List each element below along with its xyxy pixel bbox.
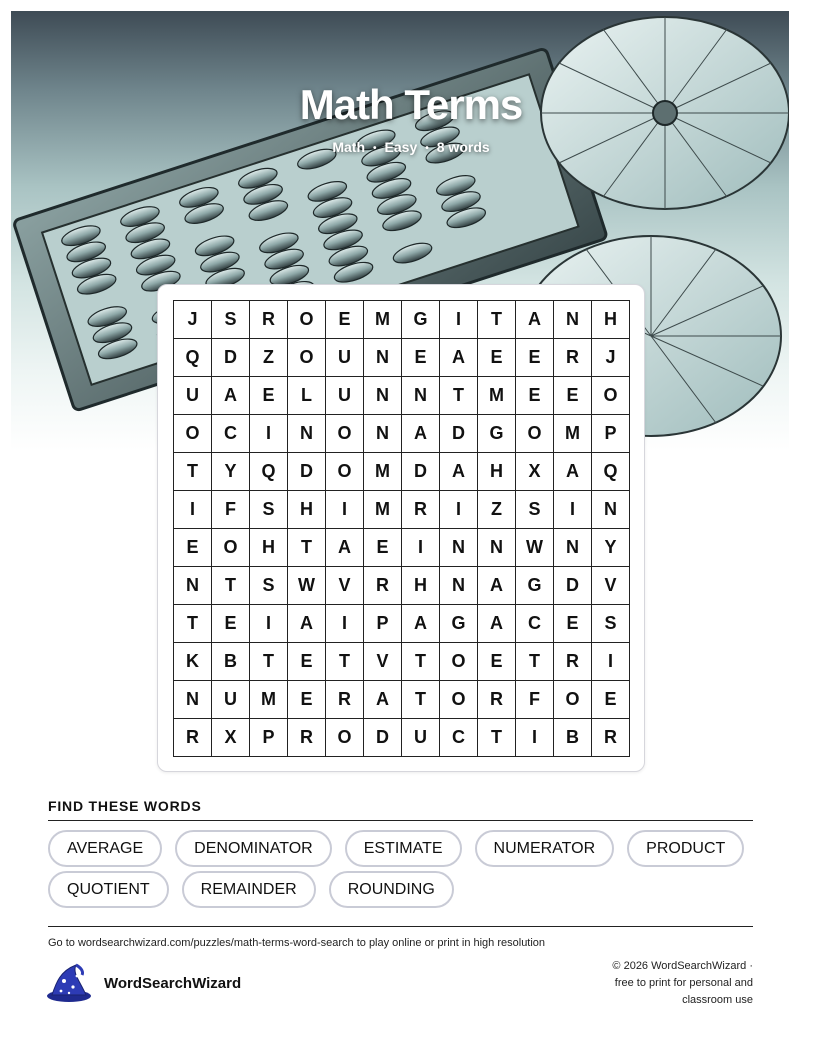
grid-cell[interactable]: Q bbox=[250, 453, 288, 491]
grid-cell[interactable]: U bbox=[402, 719, 440, 757]
grid-cell[interactable]: V bbox=[326, 567, 364, 605]
grid-cell[interactable]: K bbox=[174, 643, 212, 681]
grid-cell[interactable]: I bbox=[554, 491, 592, 529]
grid-cell[interactable]: A bbox=[478, 605, 516, 643]
grid-cell[interactable]: O bbox=[288, 339, 326, 377]
grid-cell[interactable]: J bbox=[592, 339, 630, 377]
word-row bbox=[48, 830, 753, 867]
grid-cell[interactable]: H bbox=[250, 529, 288, 567]
play-online-note: Go to wordsearchwizard.com/puzzles/math-terms-word-search to play online or print in high resolution bbox=[48, 937, 546, 949]
grid-cell[interactable]: N bbox=[364, 339, 402, 377]
grid-cell[interactable]: I bbox=[440, 491, 478, 529]
grid-cell[interactable]: T bbox=[174, 453, 212, 491]
grid-cell[interactable]: T bbox=[212, 567, 250, 605]
wizard-hat-icon bbox=[46, 963, 92, 1003]
grid-cell[interactable]: A bbox=[364, 681, 402, 719]
grid-cell[interactable]: U bbox=[212, 681, 250, 719]
grid-cell[interactable]: G bbox=[516, 567, 554, 605]
grid-cell[interactable]: T bbox=[288, 529, 326, 567]
separator-dot: • bbox=[373, 142, 377, 154]
word-chip: AVERAGE bbox=[48, 830, 162, 867]
grid-cell[interactable]: R bbox=[250, 301, 288, 339]
grid-cell[interactable]: R bbox=[288, 719, 326, 757]
grid-cell[interactable]: E bbox=[516, 377, 554, 415]
grid-cell[interactable]: O bbox=[440, 643, 478, 681]
grid-cell[interactable]: X bbox=[516, 453, 554, 491]
grid-cell[interactable]: S bbox=[212, 301, 250, 339]
grid-cell[interactable]: O bbox=[592, 377, 630, 415]
copyright-line: free to print for personal and bbox=[614, 977, 753, 989]
grid-cell[interactable]: T bbox=[478, 301, 516, 339]
grid-cell[interactable]: N bbox=[174, 567, 212, 605]
grid-cell[interactable]: E bbox=[174, 529, 212, 567]
grid-cell[interactable]: N bbox=[402, 377, 440, 415]
footer-divider bbox=[48, 926, 753, 927]
grid-cell[interactable]: N bbox=[174, 681, 212, 719]
grid-cell[interactable]: E bbox=[250, 377, 288, 415]
grid-cell[interactable]: A bbox=[478, 567, 516, 605]
grid-cell[interactable]: H bbox=[402, 567, 440, 605]
grid-cell[interactable]: U bbox=[326, 339, 364, 377]
grid-cell[interactable]: A bbox=[516, 301, 554, 339]
grid-cell[interactable]: R bbox=[554, 339, 592, 377]
grid-cell[interactable]: B bbox=[554, 719, 592, 757]
grid-cell[interactable]: B bbox=[212, 643, 250, 681]
grid-cell[interactable]: E bbox=[212, 605, 250, 643]
grid-cell[interactable]: C bbox=[440, 719, 478, 757]
grid-cell[interactable]: M bbox=[554, 415, 592, 453]
grid-cell[interactable]: T bbox=[402, 643, 440, 681]
grid-cell[interactable]: T bbox=[402, 681, 440, 719]
grid-cell[interactable]: D bbox=[554, 567, 592, 605]
grid-cell[interactable]: F bbox=[516, 681, 554, 719]
grid-cell[interactable]: E bbox=[554, 605, 592, 643]
grid-cell[interactable]: O bbox=[212, 529, 250, 567]
grid-cell[interactable]: E bbox=[592, 681, 630, 719]
word-chip: DENOMINATOR bbox=[175, 830, 332, 867]
grid-cell[interactable]: A bbox=[440, 453, 478, 491]
grid-cell[interactable]: A bbox=[288, 605, 326, 643]
grid-cell[interactable]: T bbox=[174, 605, 212, 643]
grid-cell[interactable]: R bbox=[478, 681, 516, 719]
grid-cell[interactable]: T bbox=[326, 643, 364, 681]
grid-cell[interactable]: R bbox=[402, 491, 440, 529]
grid-cell[interactable]: O bbox=[326, 453, 364, 491]
grid-cell[interactable]: E bbox=[478, 339, 516, 377]
grid-cell[interactable]: E bbox=[516, 339, 554, 377]
grid-cell[interactable]: U bbox=[174, 377, 212, 415]
puzzle-card bbox=[157, 284, 645, 772]
grid-cell[interactable]: W bbox=[288, 567, 326, 605]
grid-cell[interactable]: D bbox=[364, 719, 402, 757]
grid-cell[interactable]: Y bbox=[592, 529, 630, 567]
word-chip: PRODUCT bbox=[627, 830, 744, 867]
grid-cell[interactable]: I bbox=[516, 719, 554, 757]
grid-cell[interactable]: I bbox=[174, 491, 212, 529]
grid-cell[interactable]: R bbox=[364, 567, 402, 605]
word-chip: NUMERATOR bbox=[475, 830, 615, 867]
grid-cell[interactable]: N bbox=[364, 415, 402, 453]
word-chip: REMAINDER bbox=[182, 871, 316, 908]
grid-cell[interactable]: H bbox=[478, 453, 516, 491]
letter-grid[interactable] bbox=[173, 300, 630, 757]
grid-cell[interactable]: R bbox=[174, 719, 212, 757]
grid-cell[interactable]: O bbox=[288, 301, 326, 339]
grid-cell[interactable]: O bbox=[174, 415, 212, 453]
grid-cell[interactable]: S bbox=[250, 491, 288, 529]
grid-cell[interactable]: Q bbox=[592, 453, 630, 491]
grid-cell[interactable]: P bbox=[250, 719, 288, 757]
grid-cell[interactable]: O bbox=[440, 681, 478, 719]
word-chip: QUOTIENT bbox=[48, 871, 169, 908]
grid-cell[interactable]: H bbox=[592, 301, 630, 339]
word-chip: ESTIMATE bbox=[345, 830, 462, 867]
copyright-note bbox=[573, 958, 753, 1009]
grid-cell[interactable]: M bbox=[478, 377, 516, 415]
grid-cell[interactable]: N bbox=[592, 491, 630, 529]
grid-cell[interactable]: X bbox=[212, 719, 250, 757]
grid-cell[interactable]: T bbox=[516, 643, 554, 681]
copyright-line: classroom use bbox=[682, 994, 753, 1006]
grid-cell[interactable]: Y bbox=[212, 453, 250, 491]
title-block bbox=[11, 81, 789, 155]
grid-cell[interactable]: O bbox=[554, 681, 592, 719]
grid-cell[interactable]: N bbox=[288, 415, 326, 453]
grid-cell[interactable]: A bbox=[554, 453, 592, 491]
grid-cell[interactable]: W bbox=[516, 529, 554, 567]
grid-cell[interactable]: O bbox=[516, 415, 554, 453]
copyright-line: © 2026 WordSearchWizard · bbox=[612, 960, 753, 972]
grid-cell[interactable]: E bbox=[288, 681, 326, 719]
grid-cell[interactable]: G bbox=[478, 415, 516, 453]
grid-cell[interactable]: Q bbox=[174, 339, 212, 377]
word-count-label: 8 words bbox=[436, 139, 490, 155]
grid-cell[interactable]: E bbox=[478, 643, 516, 681]
separator-dot: • bbox=[425, 142, 429, 154]
grid-cell[interactable]: E bbox=[402, 339, 440, 377]
grid-cell[interactable]: P bbox=[592, 415, 630, 453]
grid-cell[interactable]: E bbox=[326, 301, 364, 339]
grid-cell[interactable]: U bbox=[326, 377, 364, 415]
word-chip: ROUNDING bbox=[329, 871, 454, 908]
word-list-heading: FIND THESE WORDS bbox=[48, 798, 753, 821]
grid-cell[interactable]: R bbox=[326, 681, 364, 719]
difficulty-label: Easy bbox=[384, 139, 418, 155]
grid-cell[interactable]: Z bbox=[478, 491, 516, 529]
grid-cell[interactable]: S bbox=[516, 491, 554, 529]
grid-cell[interactable]: D bbox=[440, 415, 478, 453]
grid-cell[interactable]: M bbox=[364, 491, 402, 529]
grid-cell[interactable]: I bbox=[592, 643, 630, 681]
grid-cell[interactable]: E bbox=[364, 529, 402, 567]
word-list bbox=[48, 830, 753, 912]
grid-cell[interactable]: T bbox=[440, 377, 478, 415]
grid-cell[interactable]: J bbox=[174, 301, 212, 339]
grid-cell[interactable]: N bbox=[554, 529, 592, 567]
grid-cell[interactable]: D bbox=[212, 339, 250, 377]
grid-cell[interactable]: S bbox=[592, 605, 630, 643]
grid-cell[interactable]: A bbox=[212, 377, 250, 415]
grid-cell[interactable]: I bbox=[326, 605, 364, 643]
grid-cell[interactable]: M bbox=[364, 301, 402, 339]
page-title: Math Terms bbox=[299, 81, 523, 128]
grid-cell[interactable]: E bbox=[288, 643, 326, 681]
grid-cell[interactable]: C bbox=[516, 605, 554, 643]
grid-cell[interactable]: I bbox=[250, 605, 288, 643]
grid-cell[interactable]: I bbox=[250, 415, 288, 453]
grid-cell[interactable]: G bbox=[402, 301, 440, 339]
grid-cell[interactable]: N bbox=[440, 567, 478, 605]
grid-cell[interactable]: V bbox=[364, 643, 402, 681]
grid-cell[interactable]: D bbox=[402, 453, 440, 491]
grid-cell[interactable]: I bbox=[440, 301, 478, 339]
grid-cell[interactable]: N bbox=[554, 301, 592, 339]
grid-cell[interactable]: C bbox=[212, 415, 250, 453]
grid-cell[interactable]: R bbox=[554, 643, 592, 681]
subject-label: Math bbox=[332, 139, 366, 155]
grid-cell[interactable]: I bbox=[326, 491, 364, 529]
grid-cell[interactable]: A bbox=[440, 339, 478, 377]
word-row bbox=[48, 871, 753, 908]
grid-cell[interactable]: N bbox=[440, 529, 478, 567]
grid-cell[interactable]: A bbox=[402, 415, 440, 453]
grid-cell[interactable]: N bbox=[478, 529, 516, 567]
grid-cell[interactable]: D bbox=[288, 453, 326, 491]
grid-cell[interactable]: T bbox=[250, 643, 288, 681]
grid-cell[interactable]: I bbox=[402, 529, 440, 567]
brand bbox=[46, 963, 241, 1003]
grid-cell[interactable]: N bbox=[364, 377, 402, 415]
grid-cell[interactable]: O bbox=[326, 415, 364, 453]
grid-cell[interactable]: M bbox=[364, 453, 402, 491]
grid-cell[interactable]: M bbox=[250, 681, 288, 719]
grid-cell[interactable]: P bbox=[364, 605, 402, 643]
grid-cell[interactable]: R bbox=[592, 719, 630, 757]
grid-cell[interactable]: E bbox=[554, 377, 592, 415]
grid-cell[interactable]: T bbox=[478, 719, 516, 757]
grid-cell[interactable]: L bbox=[288, 377, 326, 415]
grid-cell[interactable]: O bbox=[326, 719, 364, 757]
grid-cell[interactable]: V bbox=[592, 567, 630, 605]
grid-cell[interactable]: S bbox=[250, 567, 288, 605]
puzzle-meta bbox=[11, 139, 789, 155]
grid-cell[interactable]: G bbox=[440, 605, 478, 643]
grid-cell[interactable]: A bbox=[326, 529, 364, 567]
grid-cell[interactable]: A bbox=[402, 605, 440, 643]
grid-cell[interactable]: H bbox=[288, 491, 326, 529]
grid-cell[interactable]: F bbox=[212, 491, 250, 529]
grid-cell[interactable]: Z bbox=[250, 339, 288, 377]
brand-name: WordSearchWizard bbox=[104, 974, 242, 992]
